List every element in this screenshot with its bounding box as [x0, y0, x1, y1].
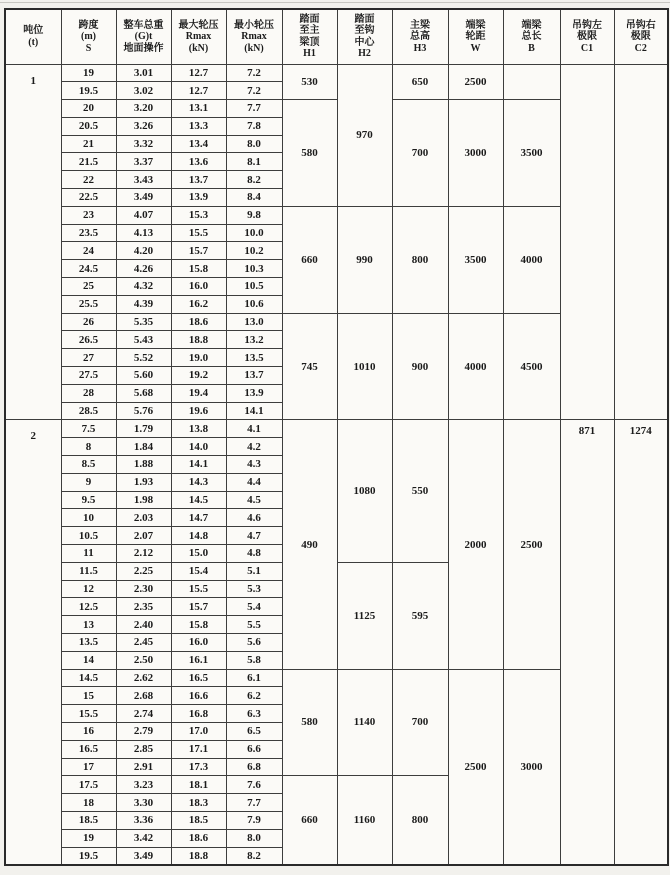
weight-cell: 3.36	[116, 811, 171, 829]
span-cell: 14	[61, 651, 116, 669]
min-wheel-load-cell: 7.7	[226, 794, 282, 812]
min-wheel-load-cell: 5.1	[226, 562, 282, 580]
min-wheel-load-cell: 5.8	[226, 651, 282, 669]
h1-cell: 490	[282, 420, 337, 669]
min-wheel-load-cell: 6.5	[226, 722, 282, 740]
max-wheel-load-cell: 13.8	[171, 420, 226, 438]
max-wheel-load-cell: 12.7	[171, 64, 226, 82]
col-header-rmax: 最大轮压 Rmax (kN)	[171, 9, 226, 64]
max-wheel-load-cell: 13.4	[171, 135, 226, 153]
span-cell: 19	[61, 829, 116, 847]
hook-right-limit-cell	[614, 64, 668, 420]
weight-cell: 2.40	[116, 616, 171, 634]
weight-cell: 5.43	[116, 331, 171, 349]
h2-cell: 990	[337, 206, 392, 313]
max-wheel-load-cell: 19.4	[171, 384, 226, 402]
weight-cell: 5.35	[116, 313, 171, 331]
weight-cell: 5.68	[116, 384, 171, 402]
min-wheel-load-cell: 8.0	[226, 829, 282, 847]
max-wheel-load-cell: 15.7	[171, 242, 226, 260]
h3-cell: 700	[392, 100, 448, 207]
min-wheel-load-cell: 7.7	[226, 100, 282, 118]
weight-cell: 2.12	[116, 545, 171, 563]
min-wheel-load-cell: 8.0	[226, 135, 282, 153]
min-wheel-load-cell: 13.9	[226, 384, 282, 402]
h3-cell: 800	[392, 776, 448, 865]
span-cell: 10.5	[61, 527, 116, 545]
max-wheel-load-cell: 18.8	[171, 331, 226, 349]
weight-cell: 1.88	[116, 456, 171, 474]
h2-cell: 1080	[337, 420, 392, 562]
weight-cell: 1.93	[116, 473, 171, 491]
min-wheel-load-cell: 4.4	[226, 473, 282, 491]
w-cell: 2500	[448, 64, 503, 100]
weight-cell: 3.01	[116, 64, 171, 82]
span-cell: 26.5	[61, 331, 116, 349]
b-cell: 4500	[503, 313, 560, 420]
span-cell: 28	[61, 384, 116, 402]
span-cell: 8.5	[61, 456, 116, 474]
max-wheel-load-cell: 18.1	[171, 776, 226, 794]
max-wheel-load-cell: 13.1	[171, 100, 226, 118]
min-wheel-load-cell: 5.6	[226, 634, 282, 652]
min-wheel-load-cell: 7.2	[226, 64, 282, 82]
min-wheel-load-cell: 6.8	[226, 758, 282, 776]
h3-cell: 900	[392, 313, 448, 420]
max-wheel-load-cell: 16.8	[171, 705, 226, 723]
min-wheel-load-cell: 4.8	[226, 545, 282, 563]
span-cell: 11.5	[61, 562, 116, 580]
span-cell: 15	[61, 687, 116, 705]
h3-cell: 550	[392, 420, 448, 562]
tonnage-cell: 2	[5, 420, 61, 865]
col-header-tonnage: 吨位 (t)	[5, 9, 61, 64]
h2-cell: 1010	[337, 313, 392, 420]
max-wheel-load-cell: 14.7	[171, 509, 226, 527]
hook-left-limit-cell	[560, 64, 614, 420]
h1-cell: 580	[282, 100, 337, 207]
h1-cell: 660	[282, 776, 337, 865]
h3-cell: 800	[392, 206, 448, 313]
w-cell: 2500	[448, 669, 503, 865]
span-cell: 21.5	[61, 153, 116, 171]
h2-cell: 970	[337, 64, 392, 206]
hook-left-limit-cell: 871	[560, 420, 614, 865]
h2-cell: 1125	[337, 562, 392, 669]
crane-spec-table	[4, 8, 669, 866]
max-wheel-load-cell: 18.8	[171, 847, 226, 865]
span-cell: 21	[61, 135, 116, 153]
min-wheel-load-cell: 4.2	[226, 438, 282, 456]
weight-cell: 2.50	[116, 651, 171, 669]
min-wheel-load-cell: 4.6	[226, 509, 282, 527]
col-header-h2: 踏面 至钩 中心 H2	[337, 9, 392, 64]
max-wheel-load-cell: 16.0	[171, 634, 226, 652]
min-wheel-load-cell: 6.1	[226, 669, 282, 687]
span-cell: 15.5	[61, 705, 116, 723]
w-cell: 3000	[448, 100, 503, 207]
span-cell: 27	[61, 349, 116, 367]
weight-cell: 5.52	[116, 349, 171, 367]
span-cell: 24.5	[61, 260, 116, 278]
span-cell: 19	[61, 64, 116, 82]
span-cell: 20	[61, 100, 116, 118]
weight-cell: 4.32	[116, 278, 171, 296]
min-wheel-load-cell: 7.9	[226, 811, 282, 829]
weight-cell: 4.39	[116, 295, 171, 313]
weight-cell: 4.20	[116, 242, 171, 260]
min-wheel-load-cell: 4.5	[226, 491, 282, 509]
table-row	[5, 64, 668, 82]
weight-cell: 2.68	[116, 687, 171, 705]
h3-cell: 700	[392, 669, 448, 776]
col-header-rmin: 最小轮压 Rmax (kN)	[226, 9, 282, 64]
min-wheel-load-cell: 7.8	[226, 117, 282, 135]
hook-right-limit-cell: 1274	[614, 420, 668, 865]
span-cell: 18.5	[61, 811, 116, 829]
max-wheel-load-cell: 17.1	[171, 740, 226, 758]
min-wheel-load-cell: 6.3	[226, 705, 282, 723]
col-header-h1: 踏面 至主 梁顶 H1	[282, 9, 337, 64]
max-wheel-load-cell: 19.2	[171, 367, 226, 385]
min-wheel-load-cell: 14.1	[226, 402, 282, 420]
weight-cell: 2.62	[116, 669, 171, 687]
weight-cell: 2.03	[116, 509, 171, 527]
weight-cell: 3.26	[116, 117, 171, 135]
min-wheel-load-cell: 13.0	[226, 313, 282, 331]
span-cell: 23	[61, 206, 116, 224]
h1-cell: 745	[282, 313, 337, 420]
weight-cell: 2.45	[116, 634, 171, 652]
weight-cell: 3.20	[116, 100, 171, 118]
h3-cell: 595	[392, 562, 448, 669]
max-wheel-load-cell: 14.3	[171, 473, 226, 491]
min-wheel-load-cell: 10.0	[226, 224, 282, 242]
span-cell: 25	[61, 278, 116, 296]
w-cell: 3500	[448, 206, 503, 313]
page-top-rule	[0, 2, 670, 3]
weight-cell: 3.02	[116, 82, 171, 100]
h3-cell: 650	[392, 64, 448, 100]
table-body	[5, 64, 668, 865]
max-wheel-load-cell: 14.1	[171, 456, 226, 474]
weight-cell: 3.43	[116, 171, 171, 189]
h1-cell: 530	[282, 64, 337, 100]
span-cell: 8	[61, 438, 116, 456]
weight-cell: 4.13	[116, 224, 171, 242]
span-cell: 28.5	[61, 402, 116, 420]
span-cell: 14.5	[61, 669, 116, 687]
max-wheel-load-cell: 16.0	[171, 278, 226, 296]
max-wheel-load-cell: 18.3	[171, 794, 226, 812]
weight-cell: 3.37	[116, 153, 171, 171]
weight-cell: 2.74	[116, 705, 171, 723]
span-cell: 16	[61, 722, 116, 740]
col-header-b: 端梁 总长 B	[503, 9, 560, 64]
min-wheel-load-cell: 8.2	[226, 847, 282, 865]
max-wheel-load-cell: 13.7	[171, 171, 226, 189]
max-wheel-load-cell: 13.6	[171, 153, 226, 171]
min-wheel-load-cell: 10.2	[226, 242, 282, 260]
span-cell: 18	[61, 794, 116, 812]
span-cell: 11	[61, 545, 116, 563]
col-header-w: 端梁 轮距 W	[448, 9, 503, 64]
col-header-c2: 吊钩右 极限 C2	[614, 9, 668, 64]
max-wheel-load-cell: 19.0	[171, 349, 226, 367]
col-header-h3: 主梁 总高 H3	[392, 9, 448, 64]
table-header-row	[5, 9, 668, 64]
span-cell: 12.5	[61, 598, 116, 616]
span-cell: 7.5	[61, 420, 116, 438]
span-cell: 12	[61, 580, 116, 598]
max-wheel-load-cell: 13.3	[171, 117, 226, 135]
col-header-span: 跨度 (m) S	[61, 9, 116, 64]
max-wheel-load-cell: 18.5	[171, 811, 226, 829]
span-cell: 19.5	[61, 847, 116, 865]
w-cell: 4000	[448, 313, 503, 420]
min-wheel-load-cell: 8.2	[226, 171, 282, 189]
span-cell: 25.5	[61, 295, 116, 313]
min-wheel-load-cell: 4.1	[226, 420, 282, 438]
max-wheel-load-cell: 12.7	[171, 82, 226, 100]
span-cell: 19.5	[61, 82, 116, 100]
span-cell: 17	[61, 758, 116, 776]
min-wheel-load-cell: 13.7	[226, 367, 282, 385]
span-cell: 9.5	[61, 491, 116, 509]
min-wheel-load-cell: 5.4	[226, 598, 282, 616]
h2-cell: 1140	[337, 669, 392, 776]
weight-cell: 3.30	[116, 794, 171, 812]
weight-cell: 3.49	[116, 189, 171, 207]
weight-cell: 2.85	[116, 740, 171, 758]
max-wheel-load-cell: 15.0	[171, 545, 226, 563]
weight-cell: 4.26	[116, 260, 171, 278]
max-wheel-load-cell: 16.2	[171, 295, 226, 313]
span-cell: 9	[61, 473, 116, 491]
weight-cell: 3.32	[116, 135, 171, 153]
span-cell: 13	[61, 616, 116, 634]
min-wheel-load-cell: 10.5	[226, 278, 282, 296]
span-cell: 22	[61, 171, 116, 189]
max-wheel-load-cell: 15.3	[171, 206, 226, 224]
span-cell: 20.5	[61, 117, 116, 135]
weight-cell: 1.98	[116, 491, 171, 509]
h2-cell: 1160	[337, 776, 392, 865]
span-cell: 27.5	[61, 367, 116, 385]
min-wheel-load-cell: 8.1	[226, 153, 282, 171]
weight-cell: 5.76	[116, 402, 171, 420]
max-wheel-load-cell: 15.4	[171, 562, 226, 580]
max-wheel-load-cell: 19.6	[171, 402, 226, 420]
min-wheel-load-cell: 5.3	[226, 580, 282, 598]
min-wheel-load-cell: 4.3	[226, 456, 282, 474]
span-cell: 13.5	[61, 634, 116, 652]
min-wheel-load-cell: 13.2	[226, 331, 282, 349]
b-cell: 3000	[503, 669, 560, 865]
max-wheel-load-cell: 15.8	[171, 260, 226, 278]
max-wheel-load-cell: 15.7	[171, 598, 226, 616]
max-wheel-load-cell: 15.8	[171, 616, 226, 634]
tonnage-cell: 1	[5, 64, 61, 420]
col-header-c1: 吊钩左 极限 C1	[560, 9, 614, 64]
min-wheel-load-cell: 13.5	[226, 349, 282, 367]
weight-cell: 1.84	[116, 438, 171, 456]
max-wheel-load-cell: 14.0	[171, 438, 226, 456]
table-row	[5, 420, 668, 438]
b-cell: 4000	[503, 206, 560, 313]
span-cell: 22.5	[61, 189, 116, 207]
min-wheel-load-cell: 10.6	[226, 295, 282, 313]
max-wheel-load-cell: 18.6	[171, 829, 226, 847]
max-wheel-load-cell: 13.9	[171, 189, 226, 207]
max-wheel-load-cell: 17.0	[171, 722, 226, 740]
min-wheel-load-cell: 5.5	[226, 616, 282, 634]
b-cell: 2500	[503, 420, 560, 669]
span-cell: 24	[61, 242, 116, 260]
w-cell: 2000	[448, 420, 503, 669]
max-wheel-load-cell: 16.5	[171, 669, 226, 687]
min-wheel-load-cell: 10.3	[226, 260, 282, 278]
min-wheel-load-cell: 6.6	[226, 740, 282, 758]
min-wheel-load-cell: 6.2	[226, 687, 282, 705]
max-wheel-load-cell: 15.5	[171, 224, 226, 242]
weight-cell: 3.42	[116, 829, 171, 847]
weight-cell: 2.91	[116, 758, 171, 776]
weight-cell: 2.79	[116, 722, 171, 740]
weight-cell: 4.07	[116, 206, 171, 224]
span-cell: 23.5	[61, 224, 116, 242]
span-cell: 17.5	[61, 776, 116, 794]
max-wheel-load-cell: 14.5	[171, 491, 226, 509]
span-cell: 26	[61, 313, 116, 331]
span-cell: 10	[61, 509, 116, 527]
h1-cell: 660	[282, 206, 337, 313]
weight-cell: 5.60	[116, 367, 171, 385]
weight-cell: 3.23	[116, 776, 171, 794]
h1-cell: 580	[282, 669, 337, 776]
span-cell: 16.5	[61, 740, 116, 758]
weight-cell: 2.35	[116, 598, 171, 616]
max-wheel-load-cell: 14.8	[171, 527, 226, 545]
weight-cell: 2.30	[116, 580, 171, 598]
max-wheel-load-cell: 16.1	[171, 651, 226, 669]
weight-cell: 3.49	[116, 847, 171, 865]
weight-cell: 2.25	[116, 562, 171, 580]
max-wheel-load-cell: 18.6	[171, 313, 226, 331]
b-cell: 3500	[503, 100, 560, 207]
weight-cell: 2.07	[116, 527, 171, 545]
min-wheel-load-cell: 7.2	[226, 82, 282, 100]
min-wheel-load-cell: 7.6	[226, 776, 282, 794]
col-header-weight: 整车总重 (G)t 地面操作	[116, 9, 171, 64]
min-wheel-load-cell: 4.7	[226, 527, 282, 545]
min-wheel-load-cell: 8.4	[226, 189, 282, 207]
max-wheel-load-cell: 16.6	[171, 687, 226, 705]
max-wheel-load-cell: 17.3	[171, 758, 226, 776]
max-wheel-load-cell: 15.5	[171, 580, 226, 598]
weight-cell: 1.79	[116, 420, 171, 438]
b-cell	[503, 64, 560, 100]
min-wheel-load-cell: 9.8	[226, 206, 282, 224]
